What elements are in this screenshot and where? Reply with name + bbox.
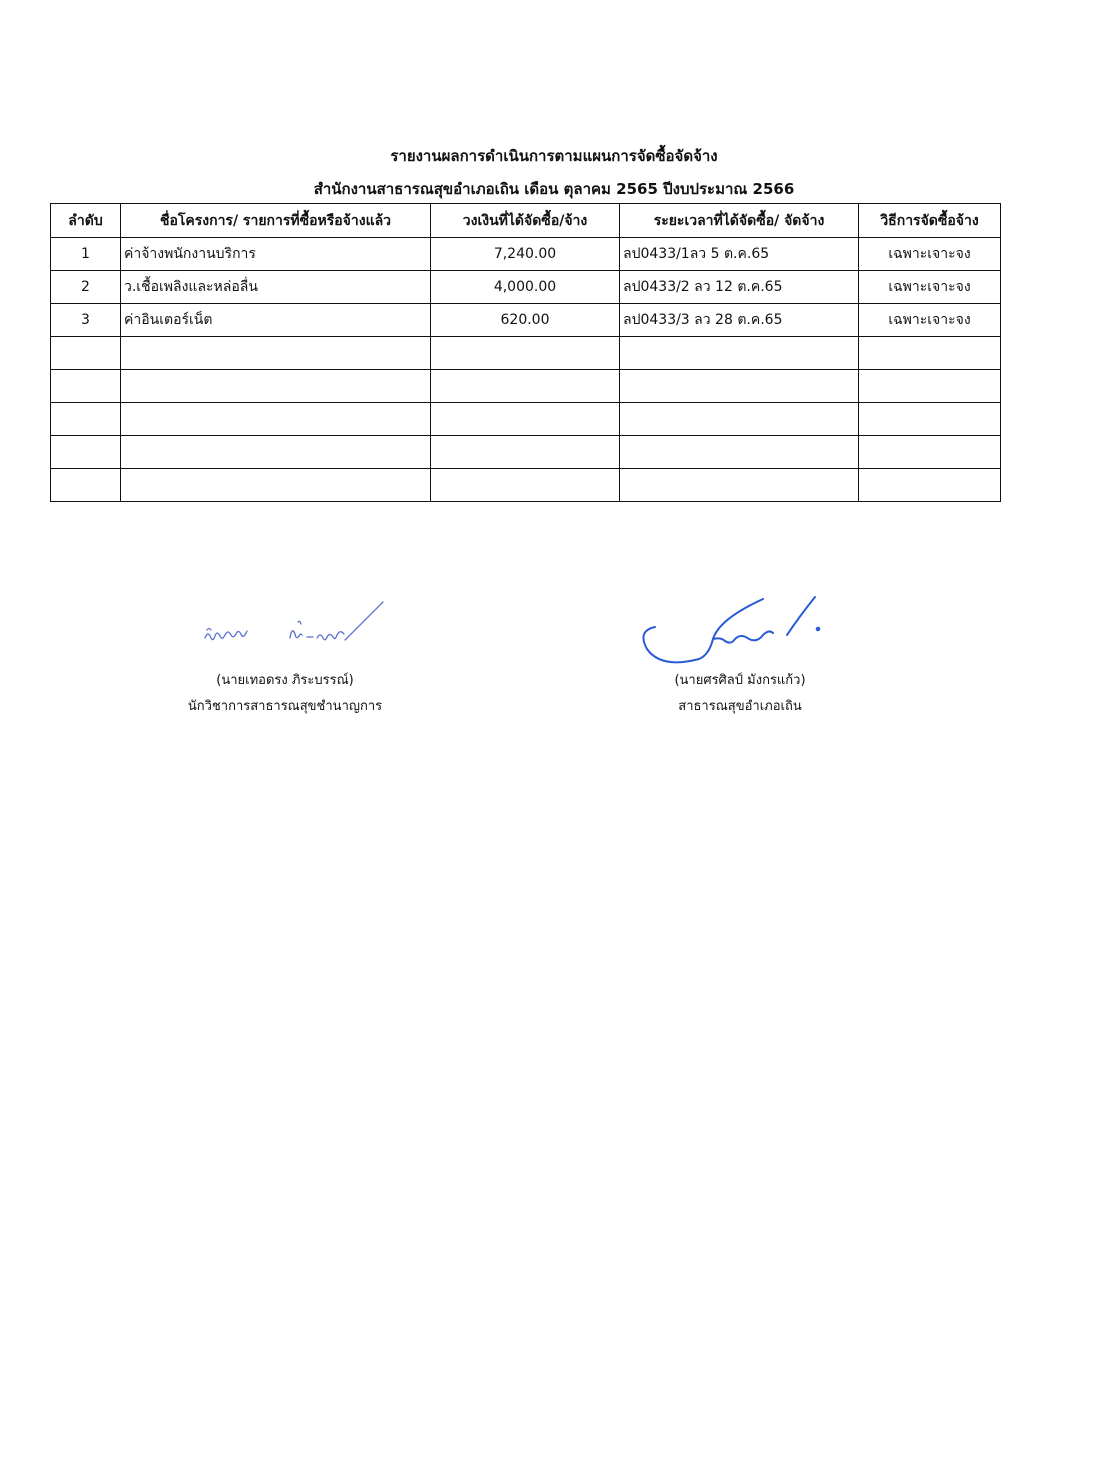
header-no: ลำดับ: [51, 204, 121, 238]
cell-project-name: ค่าอินเตอร์เน็ต: [121, 304, 431, 337]
cell-project-name: [121, 403, 431, 436]
cell-method: [859, 403, 1001, 436]
header-method: วิธีการจัดซื้อจ้าง: [859, 204, 1001, 238]
cell-no: 2: [51, 271, 121, 304]
cell-method: [859, 337, 1001, 370]
right-signer-position: สาธารณสุขอำเภอเถิน: [678, 699, 802, 714]
left-signer-position: นักวิชาการสาธารณสุขชำนาญการ: [187, 699, 383, 714]
cell-no: [51, 469, 121, 502]
cell-amount: 7,240.00: [431, 238, 620, 271]
cell-period: ลป0433/2 ลว 12 ต.ค.65: [620, 271, 859, 304]
table-row: [51, 271, 1001, 304]
cell-project-name: [121, 370, 431, 403]
procurement-table: [50, 203, 1001, 502]
cell-method: เฉพาะเจาะจง: [859, 271, 1001, 304]
cell-amount: [431, 469, 620, 502]
cell-amount: [431, 337, 620, 370]
table-row-empty: [51, 370, 1001, 403]
table-row: [51, 238, 1001, 271]
table-row-empty: [51, 436, 1001, 469]
cell-no: [51, 370, 121, 403]
cell-method: [859, 469, 1001, 502]
left-signer-name: (นายเทอดรง ภิระบรรณ์): [216, 673, 354, 688]
cell-project-name: ค่าจ้างพนักงานบริการ: [121, 238, 431, 271]
cell-period: [620, 436, 859, 469]
cell-period: [620, 337, 859, 370]
table-header-row: [51, 204, 1001, 238]
cell-amount: 4,000.00: [431, 271, 620, 304]
cell-period: ลป0433/3 ลว 28 ต.ค.65: [620, 304, 859, 337]
cell-no: [51, 337, 121, 370]
cell-project-name: [121, 436, 431, 469]
cell-amount: [431, 370, 620, 403]
report-subtitle: สำนักงานสาธารณสุขอำเภอเถิน เดือน ตุลาคม 2565 ปีงบประมาณ 2566: [313, 180, 795, 198]
report-title: รายงานผลการดำเนินการตามแผนการจัดซื้อจัดจ้าง: [390, 147, 718, 165]
right-signer-name: (นายศรศิลป์ มังกรแก้ว): [674, 673, 806, 688]
table-row-empty: [51, 469, 1001, 502]
cell-no: [51, 403, 121, 436]
cell-period: ลป0433/1ลว 5 ต.ค.65: [620, 238, 859, 271]
cell-no: 1: [51, 238, 121, 271]
header-period: ระยะเวลาที่ได้จัดซื้อ/ จัดจ้าง: [620, 204, 859, 238]
table-row-empty: [51, 337, 1001, 370]
cell-project-name: [121, 337, 431, 370]
table-row-empty: [51, 403, 1001, 436]
cell-project-name: [121, 469, 431, 502]
cell-amount: [431, 403, 620, 436]
right-signature-block: [585, 668, 895, 720]
cell-method: [859, 370, 1001, 403]
cell-amount: 620.00: [431, 304, 620, 337]
right-signature-image: [635, 595, 835, 670]
cell-no: 3: [51, 304, 121, 337]
cell-method: เฉพาะเจาะจง: [859, 304, 1001, 337]
cell-period: [620, 403, 859, 436]
cell-amount: [431, 436, 620, 469]
cell-period: [620, 370, 859, 403]
cell-period: [620, 469, 859, 502]
left-signature-block: [130, 668, 440, 720]
cell-method: เฉพาะเจาะจง: [859, 238, 1001, 271]
table-row: [51, 304, 1001, 337]
header-project-name: ชื่อโครงการ/ รายการที่ซื้อหรือจ้างแล้ว: [121, 204, 431, 238]
cell-project-name: ว.เชื้อเพลิงและหล่อลื่น: [121, 271, 431, 304]
cell-method: [859, 436, 1001, 469]
left-signature-image: [195, 600, 395, 660]
cell-no: [51, 436, 121, 469]
header-amount: วงเงินที่ได้จัดซื้อ/จ้าง: [431, 204, 620, 238]
